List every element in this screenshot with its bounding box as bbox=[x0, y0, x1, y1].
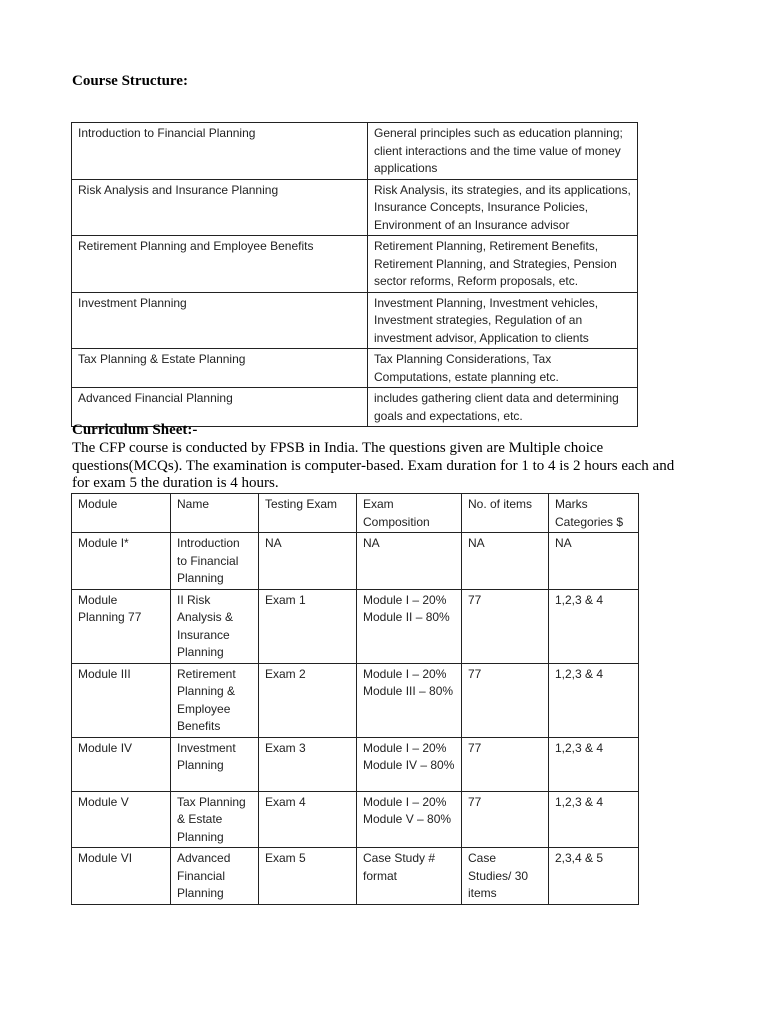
name-cell: Introduction to Financial Planning bbox=[171, 533, 259, 590]
table-row bbox=[72, 791, 639, 848]
items-cell: Case Studies/ 30 items bbox=[462, 848, 549, 905]
course-structure-table bbox=[71, 122, 638, 427]
curriculum-table bbox=[71, 493, 639, 905]
curriculum-description: The CFP course is conducted by FPSB in India. The questions given are Multiple choice questions(MCQs). The examination is computer-based. Exam duration for 1 to 4 is 2 hours each and for exam 5 the duration is 4 hours. bbox=[72, 440, 675, 491]
name-cell: Advanced Financial Planning bbox=[171, 848, 259, 905]
module-cell: Module III bbox=[72, 663, 171, 737]
course-description-cell: includes gathering client data and determining goals and expectations, etc. bbox=[368, 388, 638, 427]
course-topic-cell: Tax Planning & Estate Planning bbox=[72, 349, 368, 388]
table-row bbox=[72, 589, 639, 663]
course-topic-cell: Risk Analysis and Insurance Planning bbox=[72, 179, 368, 236]
column-header: Exam Composition bbox=[357, 494, 462, 533]
table-row bbox=[72, 123, 638, 180]
table-row bbox=[72, 179, 638, 236]
course-description-cell: Retirement Planning, Retirement Benefits, Retirement Planning, and Strategies, Pension sector reforms, Reform proposals, etc. bbox=[368, 236, 638, 293]
course-description-cell: Tax Planning Considerations, Tax Computations, estate planning etc. bbox=[368, 349, 638, 388]
testing-exam-cell: Exam 4 bbox=[259, 791, 357, 848]
marks-cell: 1,2,3 & 4 bbox=[549, 589, 639, 663]
column-header: No. of items bbox=[462, 494, 549, 533]
column-header: Name bbox=[171, 494, 259, 533]
marks-cell: 1,2,3 & 4 bbox=[549, 663, 639, 737]
items-cell: 77 bbox=[462, 737, 549, 791]
testing-exam-cell: Exam 1 bbox=[259, 589, 357, 663]
module-cell: Module V bbox=[72, 791, 171, 848]
exam-composition-cell: Module I – 20% Module IV – 80% bbox=[357, 737, 462, 791]
table-row bbox=[72, 388, 638, 427]
course-topic-cell: Advanced Financial Planning bbox=[72, 388, 368, 427]
exam-composition-cell: Module I – 20% Module V – 80% bbox=[357, 791, 462, 848]
name-cell: II Risk Analysis & Insurance Planning bbox=[171, 589, 259, 663]
course-topic-cell: Introduction to Financial Planning bbox=[72, 123, 368, 180]
module-cell: Module IV bbox=[72, 737, 171, 791]
items-cell: 77 bbox=[462, 589, 549, 663]
table-row bbox=[72, 349, 638, 388]
marks-cell: 1,2,3 & 4 bbox=[549, 791, 639, 848]
table-row bbox=[72, 292, 638, 349]
name-cell: Investment Planning bbox=[171, 737, 259, 791]
items-cell: 77 bbox=[462, 791, 549, 848]
exam-composition-cell: Module I – 20% Module II – 80% bbox=[357, 589, 462, 663]
column-header: Testing Exam bbox=[259, 494, 357, 533]
course-description-cell: Investment Planning, Investment vehicles, Investment strategies, Regulation of an investment advisor, Application to clients bbox=[368, 292, 638, 349]
module-cell: Module Planning 77 bbox=[72, 589, 171, 663]
curriculum-sheet-heading: Curriculum Sheet:- bbox=[72, 422, 198, 438]
course-structure-heading: Course Structure: bbox=[72, 73, 188, 89]
column-header: Module bbox=[72, 494, 171, 533]
table-row bbox=[72, 236, 638, 293]
table-row bbox=[72, 533, 639, 590]
marks-cell: NA bbox=[549, 533, 639, 590]
module-cell: Module I* bbox=[72, 533, 171, 590]
name-cell: Tax Planning & Estate Planning bbox=[171, 791, 259, 848]
module-cell: Module VI bbox=[72, 848, 171, 905]
table-row bbox=[72, 737, 639, 791]
testing-exam-cell: NA bbox=[259, 533, 357, 590]
course-topic-cell: Retirement Planning and Employee Benefits bbox=[72, 236, 368, 293]
items-cell: NA bbox=[462, 533, 549, 590]
column-header: Marks Categories $ bbox=[549, 494, 639, 533]
name-cell: Retirement Planning & Employee Benefits bbox=[171, 663, 259, 737]
items-cell: 77 bbox=[462, 663, 549, 737]
course-description-cell: General principles such as education planning; client interactions and the time value of money applications bbox=[368, 123, 638, 180]
marks-cell: 1,2,3 & 4 bbox=[549, 737, 639, 791]
exam-composition-cell: Case Study # format bbox=[357, 848, 462, 905]
exam-composition-cell: Module I – 20% Module III – 80% bbox=[357, 663, 462, 737]
marks-cell: 2,3,4 & 5 bbox=[549, 848, 639, 905]
testing-exam-cell: Exam 3 bbox=[259, 737, 357, 791]
testing-exam-cell: Exam 2 bbox=[259, 663, 357, 737]
table-row bbox=[72, 663, 639, 737]
course-topic-cell: Investment Planning bbox=[72, 292, 368, 349]
course-description-cell: Risk Analysis, its strategies, and its applications, Insurance Concepts, Insurance Policies, Environment of an Insurance advisor bbox=[368, 179, 638, 236]
table-header-row bbox=[72, 494, 639, 533]
exam-composition-cell: NA bbox=[357, 533, 462, 590]
testing-exam-cell: Exam 5 bbox=[259, 848, 357, 905]
table-row bbox=[72, 848, 639, 905]
